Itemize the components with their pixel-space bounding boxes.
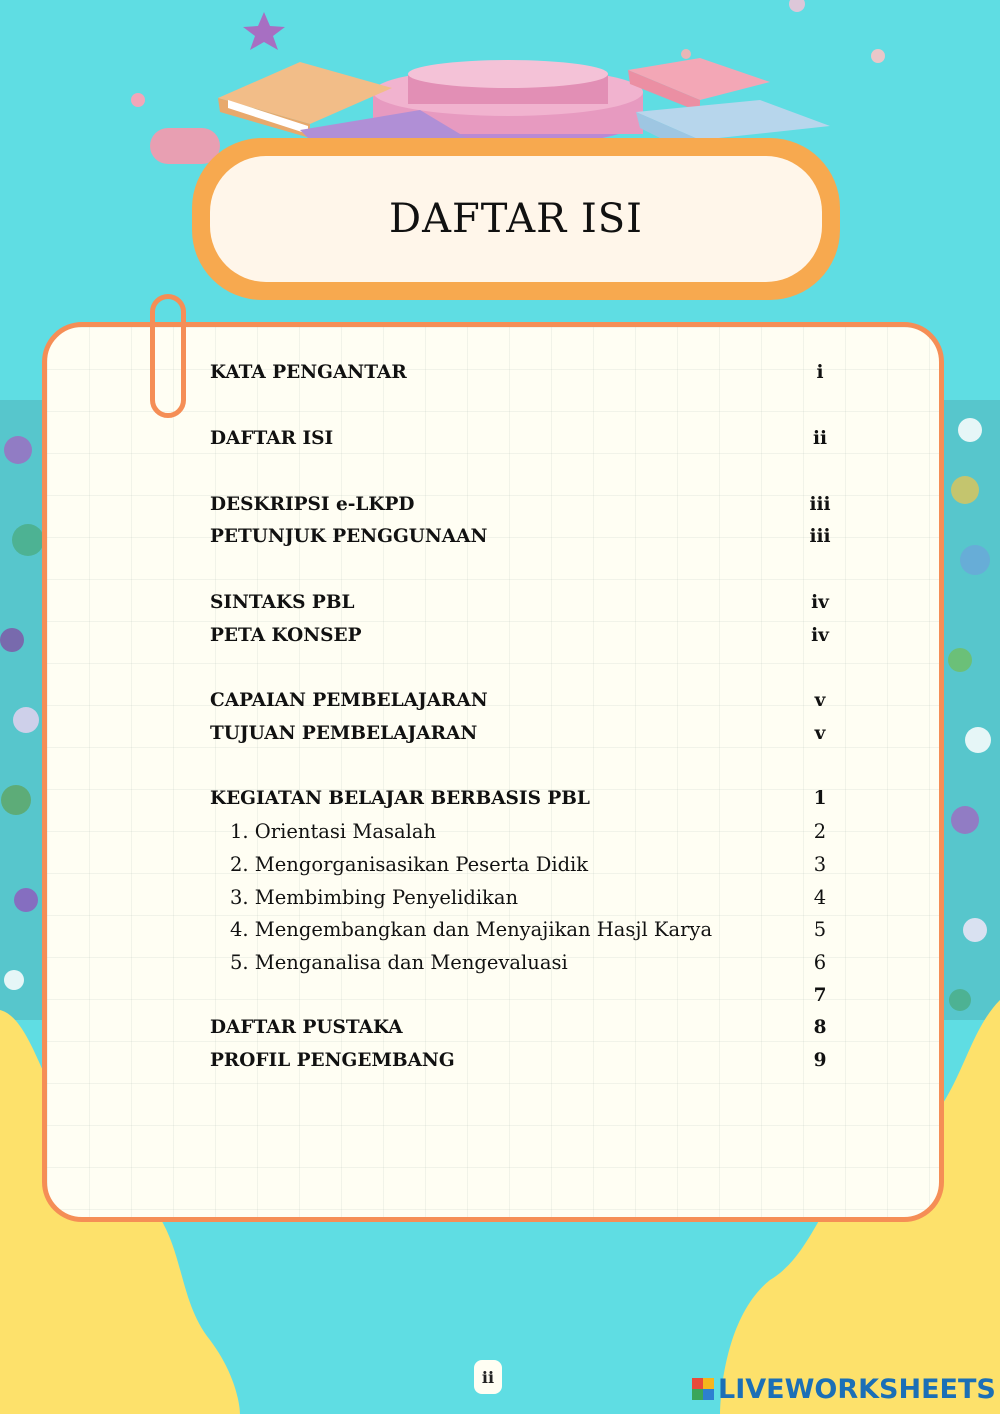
toc-row[interactable]: [210, 520, 840, 552]
toc-row[interactable]: [210, 848, 840, 880]
toc-entry-page: 9: [813, 1049, 827, 1071]
title-banner-inner: [210, 156, 822, 282]
toc-row[interactable]: [210, 1011, 840, 1043]
liveworksheets-logo[interactable]: [692, 1372, 996, 1406]
toc-row[interactable]: [210, 356, 840, 388]
toc-entry-label: DESKRIPSI e-LKPD: [210, 493, 415, 515]
toc-row[interactable]: [210, 422, 840, 454]
toc-entry-label: PETUNJUK PENGGUNAAN: [210, 525, 488, 547]
toc-entry-page: 8: [813, 1016, 827, 1038]
toc-row[interactable]: [210, 946, 840, 978]
toc-entry-page: iv: [811, 591, 829, 613]
paper-clip-icon: [150, 294, 186, 418]
toc-entry-page: 1: [813, 787, 827, 809]
toc-row[interactable]: [210, 684, 840, 716]
toc-entry-label: 4. Mengembangkan dan Menyajikan Hasjl Karya: [230, 917, 713, 941]
brand-name: LIVEWORKSHEETS: [718, 1373, 996, 1405]
toc-entry-label: KATA PENGANTAR: [210, 361, 407, 383]
toc-row[interactable]: [210, 717, 840, 749]
toc-entry-page: ii: [812, 427, 828, 449]
toc-entry-label: SINTAKS PBL: [210, 591, 355, 613]
toc-entry-page: 6: [813, 950, 827, 974]
toc-entry-label: KEGIATAN BELAJAR BERBASIS PBL: [210, 787, 590, 809]
page-title: DAFTAR ISI: [389, 196, 643, 242]
title-banner: [192, 138, 840, 300]
toc-row[interactable]: [210, 881, 840, 913]
toc-row[interactable]: [210, 815, 840, 847]
toc-entry-page: 7: [813, 984, 827, 1006]
toc-entry-page: i: [816, 361, 824, 383]
toc-row[interactable]: [210, 979, 840, 1011]
toc-entry-label: 1. Orientasi Masalah: [230, 819, 436, 843]
toc-entry-label: DAFTAR PUSTAKA: [210, 1016, 403, 1038]
toc-entry-page: iii: [809, 493, 831, 515]
toc-entry-label: TUJUAN PEMBELAJARAN: [210, 722, 478, 744]
toc-entry-label: DAFTAR ISI: [210, 427, 334, 449]
toc-entry-label: 2. Mengorganisasikan Peserta Didik: [230, 852, 589, 876]
toc-entry-label: 5. Menganalisa dan Mengevaluasi: [230, 950, 568, 974]
toc-entry-page: 4: [813, 885, 827, 909]
toc-entry-page: v: [814, 722, 826, 744]
toc-card: [42, 322, 944, 1222]
toc-entry-label: PROFIL PENGEMBANG: [210, 1049, 455, 1071]
toc-row[interactable]: [210, 488, 840, 520]
star-icon: [243, 12, 285, 50]
liveworksheets-logo-icon: [692, 1378, 714, 1400]
toc-row[interactable]: [210, 782, 840, 814]
toc-entry-page: iii: [809, 525, 831, 547]
toc-entry-label: CAPAIAN PEMBELAJARAN: [210, 689, 488, 711]
toc-entry-page: 2: [813, 819, 827, 843]
toc-entry-label: 3. Membimbing Penyelidikan: [230, 885, 519, 909]
toc-row[interactable]: [210, 619, 840, 651]
toc-row[interactable]: [210, 586, 840, 618]
toc-entry-label: PETA KONSEP: [210, 624, 362, 646]
toc-entry-page: 5: [813, 917, 827, 941]
toc-row[interactable]: [210, 1044, 840, 1076]
toc-entry-page: 3: [813, 852, 827, 876]
toc-row[interactable]: [210, 913, 840, 945]
toc-entry-page: v: [814, 689, 826, 711]
toc-entry-page: iv: [811, 624, 829, 646]
page-number: ii: [474, 1360, 502, 1394]
